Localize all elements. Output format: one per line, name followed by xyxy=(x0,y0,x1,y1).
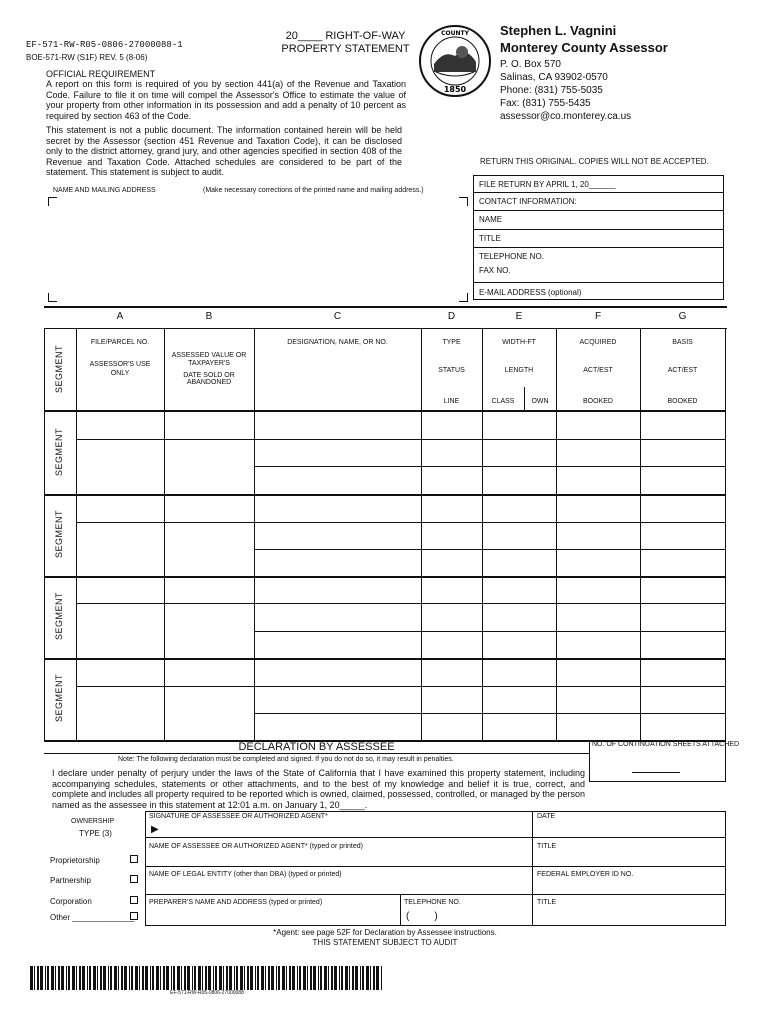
col-letter-c: C xyxy=(333,311,342,322)
sign-here-arrow-icon: ▶ xyxy=(151,824,159,835)
assessor-city: Salinas, CA 93902-0570 xyxy=(500,72,608,83)
title-field[interactable] xyxy=(537,851,722,865)
segment-entry-3[interactable] xyxy=(77,578,725,658)
official-requirement-text: A report on this form is required of you by section 441(a) of the Revenue and Taxation Code. Failure to file it on time will compel the Assessor's Office to estimate the value of your property from other information in its possession and add a penalty of 10 percent as required by section 463 of the Code. xyxy=(46,79,406,121)
segment-label-4: SEGMENT xyxy=(54,673,64,722)
file-return-label: FILE RETURN BY APRIL 1, 20______ xyxy=(479,180,616,189)
other-checkbox[interactable] xyxy=(130,912,138,920)
segment-label-2: SEGMENT xyxy=(54,509,64,558)
segment-label-3: SEGMENT xyxy=(54,591,64,640)
contact-telephone-field[interactable]: TELEPHONE NO. xyxy=(479,252,544,261)
assessor-title: Monterey County Assessor xyxy=(500,40,668,55)
col-letter-d: D xyxy=(447,311,456,322)
title-label: TITLE xyxy=(537,843,557,850)
other-label: Other ______________ xyxy=(50,913,135,922)
col-letter-e: E xyxy=(515,311,523,322)
return-original-notice: RETURN THIS ORIGINAL. COPIES WILL NOT BE ACCEPTED. xyxy=(480,157,709,166)
hdr-booked-f: BOOKED xyxy=(583,398,613,405)
agent-name-field[interactable] xyxy=(149,851,529,865)
corporation-checkbox[interactable] xyxy=(130,896,138,904)
address-corner-tr xyxy=(459,197,468,206)
contact-info-label: CONTACT INFORMATION: xyxy=(479,197,577,206)
hdr-acquired: ACQUIRED xyxy=(579,339,617,346)
preparer-label: PREPARER'S NAME AND ADDRESS (typed or printed) xyxy=(149,899,323,906)
hdr-type: TYPE xyxy=(442,339,461,346)
hdr-booked-g: BOOKED xyxy=(667,398,698,405)
title2-label: TITLE xyxy=(537,899,557,906)
segment-label-1: SEGMENT xyxy=(54,427,64,476)
assessor-pobox: P. O. Box 570 xyxy=(500,59,561,70)
segment-entry-4[interactable] xyxy=(77,660,725,740)
ownership-type-label: TYPE (3) xyxy=(79,829,112,838)
hdr-act-est-g: ACT/EST xyxy=(667,367,698,374)
assessor-fax: Fax: (831) 755-5435 xyxy=(500,98,591,109)
barcode-icon xyxy=(30,966,384,990)
legal-entity-label: NAME OF LEGAL ENTITY (other than DBA) (typed or printed) xyxy=(149,871,342,878)
telephone-field[interactable]: ( ) xyxy=(406,911,438,922)
barcode-text: EF-571-RW-R05-0806-27000088 xyxy=(170,990,244,996)
form-title xyxy=(278,30,413,56)
telephone-label: TELEPHONE NO. xyxy=(404,899,461,906)
hdr-assessed-value: ASSESSED VALUE OR TAXPAYER'S xyxy=(171,352,247,367)
hdr-basis: BASIS xyxy=(672,339,693,346)
form-id: EF-571-RW-R05-0806-27000088-1 xyxy=(26,40,183,50)
corporation-label: Corporation xyxy=(50,897,92,906)
hdr-line: LINE xyxy=(443,398,460,405)
preparer-field[interactable] xyxy=(149,908,397,924)
col-letter-f: F xyxy=(594,311,602,322)
declaration-note: Note: The following declaration must be completed and signed. If you do not do so, it may result in penalties. xyxy=(118,756,454,763)
col-letter-g: G xyxy=(678,311,687,322)
contact-title-field[interactable]: TITLE xyxy=(479,234,501,243)
address-corner-br xyxy=(459,293,468,302)
confidentiality-text: This statement is not a public document. The information contained herein will be held secret by the Assessor (section 451 Revenue and Taxation Code), it can be disclosed only to the district attorney, grand jury, and other agencies specified in section 408 of the Revenue and Taxation Code. Attached schedules are considered to be part of the statement. This statement is subject to audit. xyxy=(46,125,402,177)
hdr-act-est-f: ACT/EST xyxy=(583,367,613,374)
assessor-phone: Phone: (831) 755-5035 xyxy=(500,85,603,96)
date-label: DATE xyxy=(537,813,556,820)
audit-notice: THIS STATEMENT SUBJECT TO AUDIT xyxy=(312,938,458,947)
date-field[interactable] xyxy=(537,822,722,836)
col-letter-b: B xyxy=(205,311,213,322)
signature-field[interactable] xyxy=(165,822,525,836)
hdr-status: STATUS xyxy=(438,367,465,374)
address-corner-bl xyxy=(48,293,57,302)
assessor-block xyxy=(500,22,668,123)
hdr-date-sold: DATE SOLD OR ABANDONED xyxy=(183,372,235,386)
segment-entry-1[interactable] xyxy=(77,412,725,494)
declaration-text: I declare under penalty of perjury under the laws of the State of California that I have examined this property statement, including accompanying schedules, statements or other attachments, and to the best of my knowledge and belief it is true, correct, and complete and includes all property required to be reported which is owned, claimed, possessed, controlled, or managed by the person named as the assessee in this statement at 12:01 a.m. on January 1, 20_____. xyxy=(52,768,585,810)
assessor-name: Stephen L. Vagnini xyxy=(500,23,617,38)
agent-note: *Agent: see page 52F for Declaration by Assessee instructions. xyxy=(273,928,497,937)
partnership-label: Partnership xyxy=(50,876,91,885)
official-requirement-heading: OFFICIAL REQUIREMENT xyxy=(46,69,156,79)
hdr-file-parcel: FILE/PARCEL NO. xyxy=(90,339,150,346)
agent-name-label: NAME OF ASSESSEE OR AUTHORIZED AGENT* (typed or printed) xyxy=(149,843,363,850)
fein-field[interactable] xyxy=(537,879,722,893)
name-address-label: NAME AND MAILING ADDRESS xyxy=(53,187,156,194)
contact-name-field[interactable]: NAME xyxy=(479,215,503,224)
ownership-label: OWNERSHIP xyxy=(71,818,115,825)
svg-text:1850: 1850 xyxy=(443,85,467,94)
form-title-line1: 20____ RIGHT-OF-WAY xyxy=(285,30,406,42)
hdr-designation: DESIGNATION, NAME, OR NO. xyxy=(287,339,388,346)
segment-entry-2[interactable] xyxy=(77,496,725,576)
hdr-own: OWN xyxy=(531,398,549,405)
form-title-line2: PROPERTY STATEMENT xyxy=(281,43,410,55)
svg-text:COUNTY: COUNTY xyxy=(441,30,469,37)
proprietorship-label: Proprietorship xyxy=(50,856,100,865)
segment-label-header: SEGMENT xyxy=(54,344,64,393)
legal-entity-field[interactable] xyxy=(149,879,529,893)
signature-label: SIGNATURE OF ASSESSEE OR AUTHORIZED AGENT* xyxy=(149,813,328,820)
continuation-sheets-label: NO. OF CONTINUATION SHEETS ATTACHED xyxy=(592,741,740,748)
fein-label: FEDERAL EMPLOYER ID NO. xyxy=(537,871,634,878)
name-address-note: (Make necessary corrections of the printed name and mailing address.) xyxy=(203,187,424,194)
declaration-heading: DECLARATION BY ASSESSEE xyxy=(238,741,395,753)
assessor-email: assessor@co.monterey.ca.us xyxy=(500,111,632,122)
county-seal-icon xyxy=(418,22,492,100)
title2-field[interactable] xyxy=(537,908,722,924)
proprietorship-checkbox[interactable] xyxy=(130,855,138,863)
col-letter-a: A xyxy=(116,311,124,322)
name-address-field[interactable] xyxy=(60,200,456,292)
form-revision: BOE-571-RW (S1F) REV. 5 (8-06) xyxy=(26,53,148,62)
hdr-assessors-use: ASSESSOR'S USE ONLY xyxy=(89,361,151,377)
hdr-width: WIDTH-FT xyxy=(502,339,536,346)
hdr-length: LENGTH xyxy=(504,367,534,374)
address-corner-tl xyxy=(48,197,57,206)
contact-fax-field[interactable]: FAX NO. xyxy=(479,266,511,275)
partnership-checkbox[interactable] xyxy=(130,875,138,883)
hdr-class: CLASS xyxy=(491,398,515,405)
contact-email-field[interactable]: E-MAIL ADDRESS (optional) xyxy=(479,288,582,297)
